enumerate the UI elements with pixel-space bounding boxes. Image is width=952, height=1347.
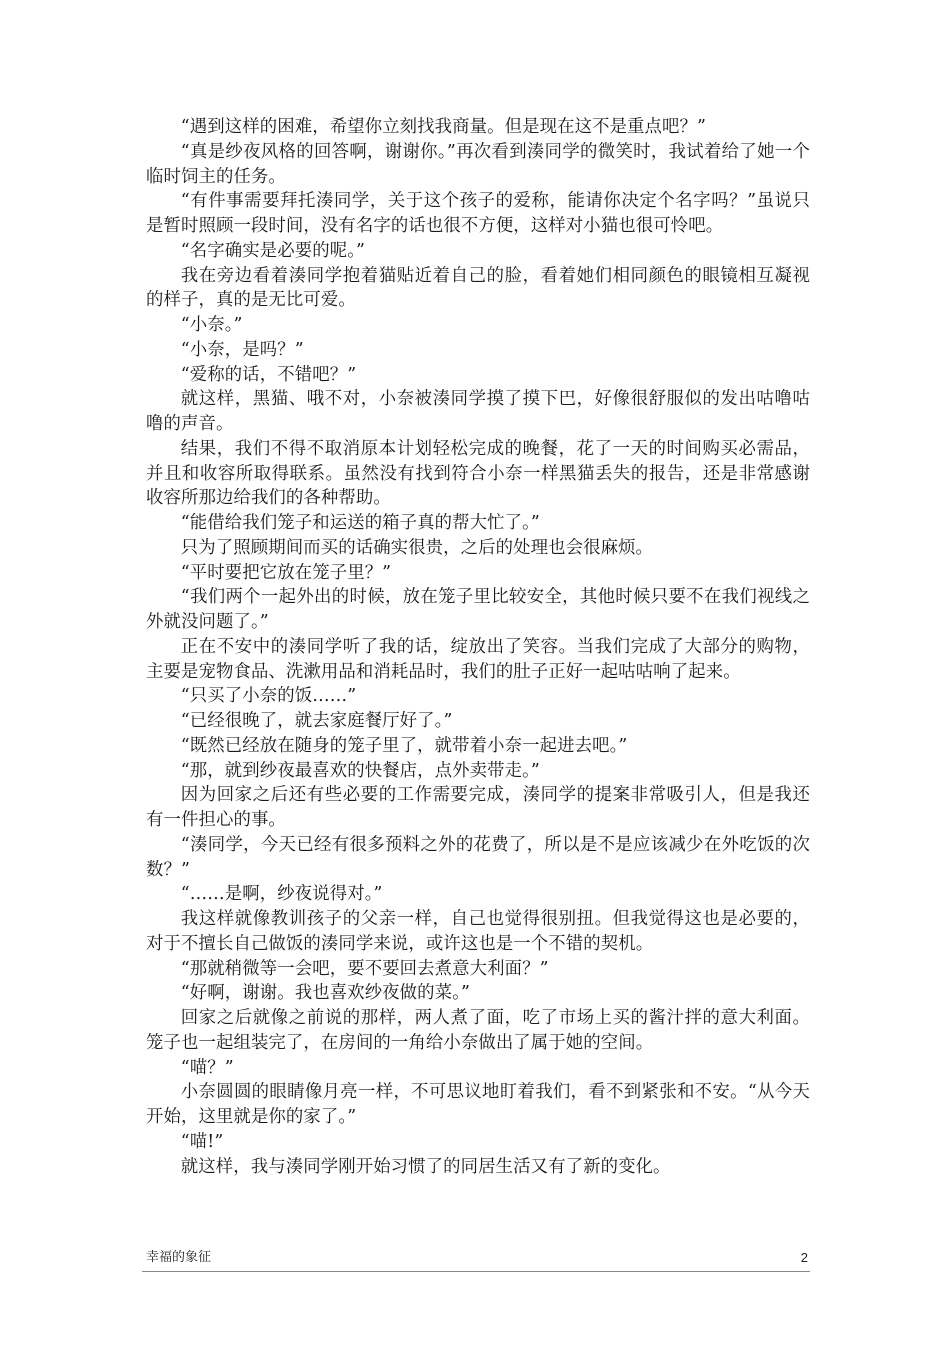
paragraph: 小奈圆圆的眼睛像月亮一样，不可思议地盯着我们，看不到紧张和不安。“从今天开始，这里就是你的家了。” (146, 1082, 810, 1127)
page-number: 2 (800, 1250, 808, 1265)
paragraph: “湊同学，今天已经有很多预料之外的花费了，所以是不是应该减少在外吃饭的次数？” (146, 834, 810, 880)
paragraph: “喵!” (180, 1131, 224, 1152)
footer-divider (142, 1271, 810, 1272)
paragraph: “喵？” (180, 1057, 234, 1078)
paragraph: “遇到这样的困难，希望你立刻找我商量。但是现在这不是重点吧？” (180, 117, 707, 137)
paragraph: 结果，我们不得不取消原本计划轻松完成的晚餐，花了一天的时间购买必需品，并且和收容所取得联系。虽然没有找到符合小奈一样黑猫丢失的报告，还是非常感谢收容所那边给我们的各种帮助。 (146, 438, 810, 509)
paragraph: “那就稍微等一会吧，要不要回去煮意大利面？” (180, 958, 549, 979)
paragraph: “真是纱夜风格的回答啊，谢谢你。”再次看到湊同学的微笑时，我试着给了她一个临时饲主的任务。 (146, 141, 810, 187)
paragraph: 就这样，黑猫、哦不对，小奈被湊同学摸了摸下巴，好像很舒服似的发出咕噜咕噜的声音。 (146, 389, 810, 434)
paragraph: “我们两个一起外出的时候，放在笼子里比较安全，其他时候只要不在我们视线之外就没问题了。” (146, 587, 810, 632)
paragraph: 正在不安中的湊同学听了我的话，绽放出了笑容。当我们完成了大部分的购物，主要是宠物食品、洗漱用品和消耗品时，我们的肚子正好一起咕咕响了起来。 (146, 636, 810, 682)
paragraph: 我这样就像教训孩子的父亲一样，自己也觉得很别扭。但我觉得这也是必要的，对于不擅长自己做饭的湊同学来说，或许这也是一个不错的契机。 (146, 909, 810, 954)
paragraph: “能借给我们笼子和运送的箱子真的帮大忙了。” (180, 513, 540, 533)
paragraph: 回家之后就像之前说的那样，两人煮了面，吃了市场上买的酱汁拌的意大利面。笼子也一起组装完了，在房间的一角给小奈做出了属于她的空间。 (146, 1008, 810, 1053)
paragraph: 就这样，我与湊同学刚开始习惯了的同居生活又有了新的变化。 (180, 1156, 671, 1177)
paragraph: “平时要把它放在笼子里？” (180, 562, 392, 583)
text-body (146, 115, 810, 1179)
paragraph: 因为回家之后还有些必要的工作需要完成，湊同学的提案非常吸引人，但是我还有一件担心的事。 (146, 785, 810, 830)
paragraph: “有件事需要拜托湊同学，关于这个孩子的爱称，能请你决定个名字吗？”虽说只是暂时照顾一段时间，没有名字的话也很不方便，这样对小猫也很可怜吧。 (146, 191, 810, 236)
paragraph: “只买了小奈的饭……” (180, 686, 357, 707)
footer-title: 幸福的象征 (146, 1250, 212, 1265)
paragraph: “好啊，谢谢。我也喜欢纱夜做的菜。” (180, 983, 470, 1004)
paragraph: 只为了照顾期间而买的话确实很贵，之后的处理也会很麻烦。 (180, 537, 654, 558)
paragraph: “小奈，是吗？” (180, 339, 304, 360)
paragraph: “已经很晚了，就去家庭餐厅好了。” (180, 711, 453, 731)
paragraph: 我在旁边看着湊同学抱着猫贴近着自己的脸，看着她们相同颜色的眼镜相互凝视的样子，真的是无比可爱。 (146, 265, 810, 311)
paragraph: “既然已经放在随身的笼子里了，就带着小奈一起进去吧。” (180, 735, 628, 756)
paragraph: “那，就到纱夜最喜欢的快餐店，点外卖带走。” (180, 760, 540, 781)
paragraph: “爱称的话，不错吧？” (180, 364, 357, 385)
paragraph: “……是啊，纱夜说得对。” (180, 884, 383, 905)
paragraph: “小奈。” (180, 315, 243, 335)
paragraph: “名字确实是必要的呢。” (180, 240, 365, 261)
